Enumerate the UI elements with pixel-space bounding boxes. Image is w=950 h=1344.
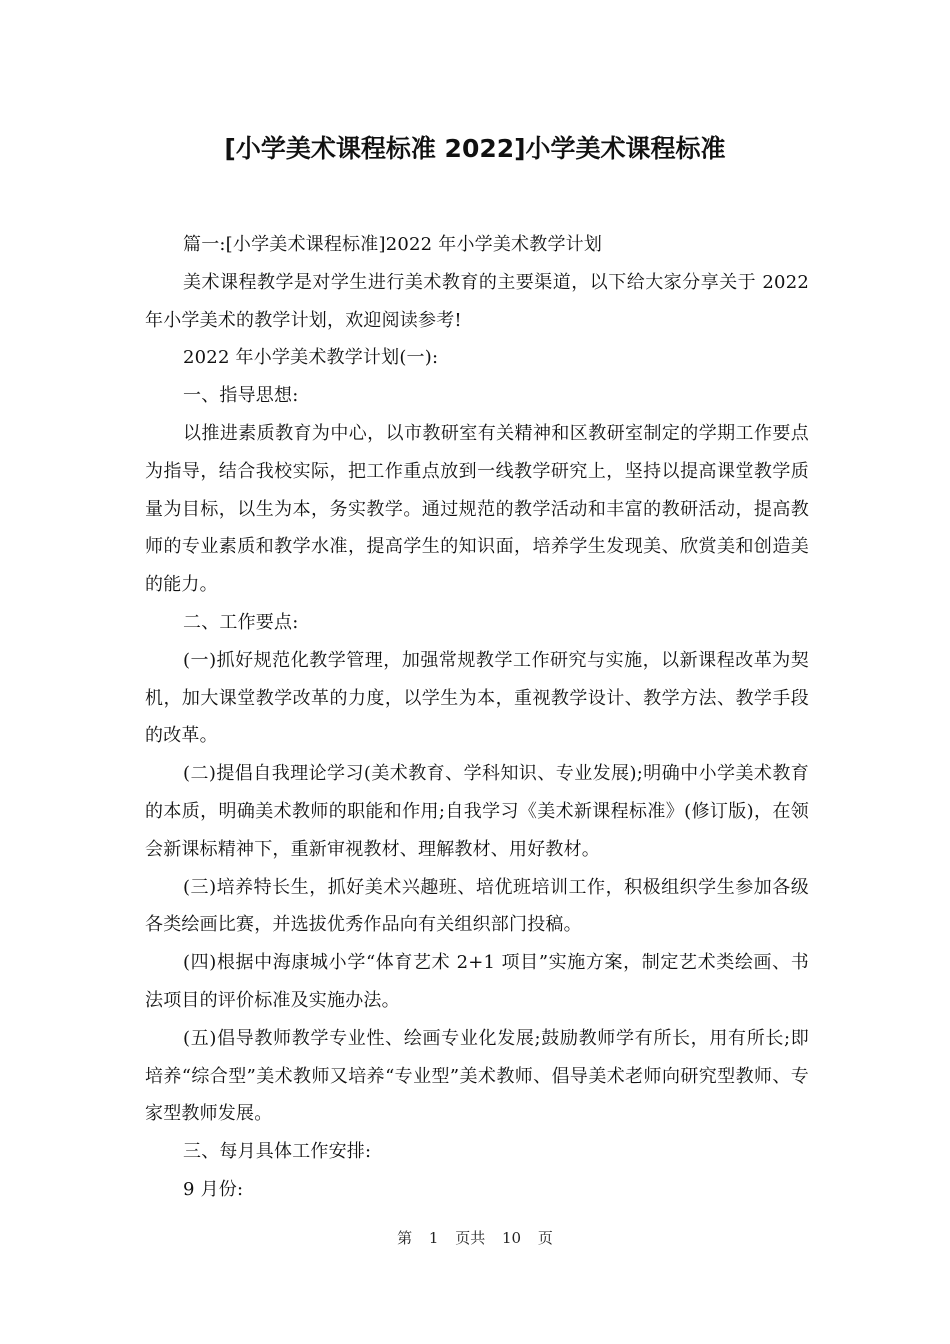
paragraph-section-heading: 篇一:[小学美术课程标准]2022 年小学美术教学计划 — [183, 234, 603, 255]
footer-page-mid: 页共 — [455, 1229, 486, 1247]
paragraph-point-4: (四)根据中海康城小学“体育艺术 2+1 项目”实施方案，制定艺术类绘画、书法项目的评价标准及实施办法。 — [145, 952, 809, 1011]
paragraph-intro: 美术课程教学是对学生进行美术教育的主要渠道，以下给大家分享关于 2022 年小学美术的教学计划，欢迎阅读参考! — [145, 271, 809, 331]
footer-page-total: 10 — [502, 1229, 522, 1247]
footer-page-suffix: 页 — [537, 1229, 553, 1247]
footer-page-prefix: 第 — [397, 1229, 413, 1247]
document-body — [145, 226, 809, 1209]
document-title: [小学美术课程标准 2022]小学美术课程标准 — [224, 134, 726, 163]
paragraph-heading-monthly-plan: 三、每月具体工作安排: — [183, 1141, 372, 1163]
paragraph-point-2: (二)提倡自我理论学习(美术教育、学科知识、专业发展);明确中小学美术教育的本质，明确美术教师的职能和作用;自我学习《美术新课程标准》(修订版)，在领会新课标精神下，重新审视教材、理解教材、用好教材。 — [145, 763, 809, 860]
paragraph-plan-title: 2022 年小学美术教学计划(一): — [183, 347, 439, 369]
paragraph-point-5: (五)倡导教师教学专业性、绘画专业化发展;鼓励教师学有所长，用有所长;即培养“综合型”美术教师又培养“专业型”美术教师、倡导美术老师向研究型教师、专家型教师发展。 — [145, 1027, 809, 1125]
paragraph-guiding-thought: 以推进素质教育为中心，以市教研室有关精神和区教研室制定的学期工作要点为指导，结合我校实际，把工作重点放到一线教学研究上，坚持以提高课堂教学质量为目标，以生为本，务实教学。通过规范的教学活动和丰富的教研活动，提高教师的专业素质和教学水准，提高学生的知识面，培养学生发现美、欣赏美和创造美的能力。 — [145, 422, 809, 596]
paragraph-september: 9 月份: — [183, 1178, 244, 1200]
footer-page-number: 1 — [428, 1229, 439, 1247]
paragraph-heading-guiding-thought: 一、指导思想: — [183, 385, 299, 407]
paragraph-heading-work-points: 二、工作要点: — [183, 611, 299, 633]
paragraph-point-1: (一)抓好规范化教学管理，加强常规教学工作研究与实施，以新课程改革为契机，加大课堂教学改革的力度，以学生为本，重视教学设计、教学方法、教学手段的改革。 — [145, 649, 809, 747]
page-footer — [0, 1226, 950, 1250]
paragraph-point-3: (三)培养特长生，抓好美术兴趣班、培优班培训工作，积极组织学生参加各级各类绘画比赛，并选拔优秀作品向有关组织部门投稿。 — [145, 876, 809, 936]
